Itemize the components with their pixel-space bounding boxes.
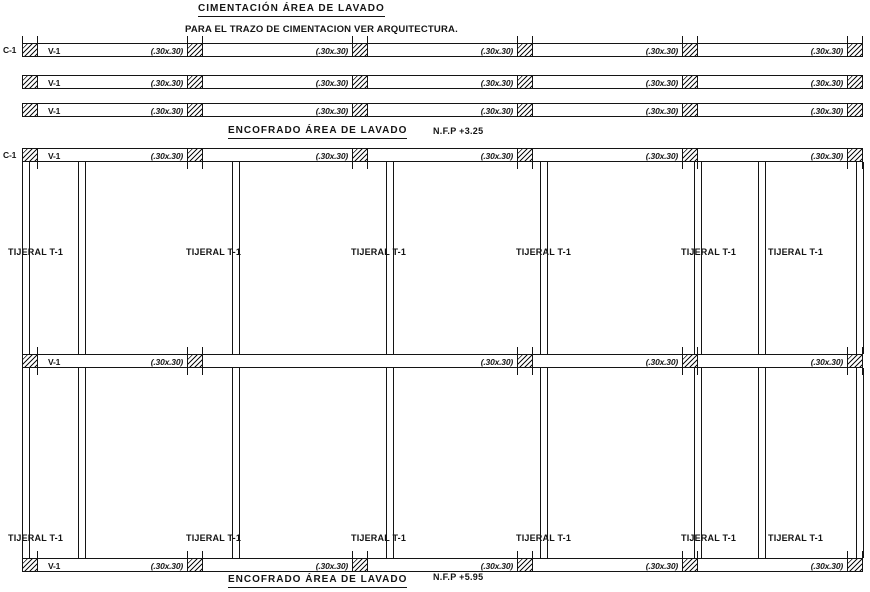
- column-hatch: [682, 354, 698, 368]
- truss-stub-line: [517, 162, 518, 169]
- truss-line: [856, 162, 857, 354]
- truss-line: [386, 162, 387, 354]
- beam-label: V-1: [48, 46, 61, 56]
- truss-line: [758, 368, 759, 558]
- beam-row: [22, 558, 863, 572]
- truss-label: TIJERAL T-1: [8, 247, 64, 257]
- truss-line: [701, 162, 702, 354]
- beam-section-label: (.30x.30): [150, 78, 183, 88]
- truss-stub-line: [517, 368, 518, 375]
- truss-stub-line: [532, 36, 533, 43]
- truss-line: [239, 368, 240, 558]
- column-hatch: [847, 354, 863, 368]
- truss-line: [540, 368, 541, 558]
- column-hatch: [187, 43, 203, 57]
- truss-stub-line: [517, 36, 518, 43]
- truss-stub-line: [682, 162, 683, 169]
- column-hatch: [352, 103, 368, 117]
- truss-stub-line: [517, 347, 518, 354]
- truss-label: TIJERAL T-1: [681, 247, 737, 257]
- truss-stub-line: [682, 347, 683, 354]
- beam-section-label: (.30x.30): [810, 561, 843, 571]
- beam-section-label: (.30x.30): [810, 357, 843, 367]
- column-label: C-1: [3, 45, 17, 55]
- truss-stub-line: [187, 368, 188, 375]
- beam-section-label: (.30x.30): [645, 357, 678, 367]
- column-hatch: [682, 148, 698, 162]
- truss-stub-line: [532, 347, 533, 354]
- column-hatch: [352, 75, 368, 89]
- truss-stub-line: [847, 368, 848, 375]
- truss-line: [78, 162, 79, 354]
- column-hatch: [682, 43, 698, 57]
- truss-stub-line: [37, 551, 38, 558]
- column-hatch: [847, 148, 863, 162]
- beam-section-label: (.30x.30): [315, 106, 348, 116]
- truss-stub-line: [37, 162, 38, 169]
- truss-line: [85, 162, 86, 354]
- encofrado-top-level: N.F.P +3.25: [433, 126, 484, 136]
- beam-section-label: (.30x.30): [645, 46, 678, 56]
- truss-line: [856, 368, 857, 558]
- truss-label: TIJERAL T-1: [351, 247, 407, 257]
- truss-stub-line: [697, 162, 698, 169]
- column-hatch: [22, 148, 38, 162]
- truss-label: TIJERAL T-1: [516, 247, 572, 257]
- truss-line: [85, 368, 86, 558]
- truss-stub-line: [847, 36, 848, 43]
- truss-stub-line: [697, 347, 698, 354]
- truss-line: [547, 368, 548, 558]
- beam-section-label: (.30x.30): [645, 78, 678, 88]
- cimentacion-title: CIMENTACIÓN ÁREA DE LAVADO: [198, 4, 385, 17]
- truss-stub-line: [847, 551, 848, 558]
- truss-line: [22, 368, 23, 558]
- truss-label: TIJERAL T-1: [768, 247, 824, 257]
- truss-stub-line: [187, 551, 188, 558]
- column-hatch: [847, 103, 863, 117]
- truss-stub-line: [532, 368, 533, 375]
- encofrado-top-title: ENCOFRADO ÁREA DE LAVADO: [228, 126, 407, 139]
- truss-line: [239, 162, 240, 354]
- beam-label: V-1: [48, 357, 61, 367]
- truss-line: [22, 162, 23, 354]
- beam-section-label: (.30x.30): [645, 561, 678, 571]
- beam-section-label: (.30x.30): [480, 561, 513, 571]
- truss-stub-line: [37, 368, 38, 375]
- truss-stub-line: [847, 347, 848, 354]
- beam-section-label: (.30x.30): [150, 106, 183, 116]
- beam-row: [22, 148, 863, 162]
- truss-stub-line: [37, 36, 38, 43]
- column-hatch: [517, 354, 533, 368]
- truss-label: TIJERAL T-1: [186, 533, 242, 543]
- beam-section-label: (.30x.30): [480, 151, 513, 161]
- truss-stub-line: [202, 551, 203, 558]
- column-hatch: [352, 558, 368, 572]
- truss-line: [393, 368, 394, 558]
- truss-stub-line: [187, 162, 188, 169]
- column-hatch: [22, 558, 38, 572]
- column-hatch: [517, 558, 533, 572]
- column-hatch: [187, 354, 203, 368]
- column-hatch: [187, 558, 203, 572]
- truss-label: TIJERAL T-1: [8, 533, 64, 543]
- beam-row: [22, 43, 863, 57]
- encofrado-bottom-title: ENCOFRADO ÁREA DE LAVADO: [228, 575, 407, 588]
- beam-section-label: (.30x.30): [150, 357, 183, 367]
- column-hatch: [22, 43, 38, 57]
- truss-line: [540, 162, 541, 354]
- truss-stub-line: [352, 162, 353, 169]
- beam-section-label: (.30x.30): [150, 561, 183, 571]
- truss-stub-line: [682, 36, 683, 43]
- column-label: C-1: [3, 150, 17, 160]
- cimentacion-note: PARA EL TRAZO DE CIMENTACION VER ARQUITECTURA.: [185, 24, 458, 35]
- truss-stub-line: [682, 368, 683, 375]
- truss-stub-line: [202, 162, 203, 169]
- truss-stub-line: [202, 36, 203, 43]
- truss-label: TIJERAL T-1: [516, 533, 572, 543]
- beam-section-label: (.30x.30): [315, 561, 348, 571]
- truss-label: TIJERAL T-1: [186, 247, 242, 257]
- beam-row: [22, 354, 863, 368]
- beam-section-label: (.30x.30): [810, 151, 843, 161]
- beam-row: [22, 75, 863, 89]
- beam-section-label: (.30x.30): [810, 46, 843, 56]
- truss-stub-line: [352, 36, 353, 43]
- truss-stub-line: [202, 347, 203, 354]
- truss-line: [863, 368, 864, 558]
- beam-section-label: (.30x.30): [645, 151, 678, 161]
- truss-line: [694, 162, 695, 354]
- truss-stub-line: [847, 162, 848, 169]
- truss-stub-line: [697, 551, 698, 558]
- truss-line: [701, 368, 702, 558]
- truss-stub-line: [682, 551, 683, 558]
- truss-stub-line: [862, 36, 863, 43]
- beam-label: V-1: [48, 151, 61, 161]
- beam-section-label: (.30x.30): [480, 78, 513, 88]
- truss-stub-line: [532, 162, 533, 169]
- beam-section-label: (.30x.30): [645, 106, 678, 116]
- truss-stub-line: [37, 347, 38, 354]
- column-hatch: [847, 43, 863, 57]
- column-hatch: [517, 43, 533, 57]
- truss-stub-line: [697, 368, 698, 375]
- column-hatch: [517, 103, 533, 117]
- truss-stub-line: [22, 36, 23, 43]
- column-hatch: [847, 75, 863, 89]
- beam-section-label: (.30x.30): [315, 151, 348, 161]
- column-hatch: [847, 558, 863, 572]
- truss-line: [765, 162, 766, 354]
- truss-stub-line: [697, 36, 698, 43]
- beam-section-label: (.30x.30): [810, 106, 843, 116]
- column-hatch: [22, 103, 38, 117]
- truss-stub-line: [187, 36, 188, 43]
- truss-stub-line: [352, 551, 353, 558]
- truss-label: TIJERAL T-1: [768, 533, 824, 543]
- truss-line: [29, 162, 30, 354]
- truss-line: [232, 368, 233, 558]
- beam-section-label: (.30x.30): [480, 106, 513, 116]
- truss-line: [386, 368, 387, 558]
- beam-section-label: (.30x.30): [480, 46, 513, 56]
- column-hatch: [517, 75, 533, 89]
- beam-section-label: (.30x.30): [315, 46, 348, 56]
- truss-line: [547, 162, 548, 354]
- beam-section-label: (.30x.30): [810, 78, 843, 88]
- beam-row: [22, 103, 863, 117]
- truss-line: [78, 368, 79, 558]
- encofrado-bottom-level: N.F.P +5.95: [433, 572, 484, 582]
- column-hatch: [682, 558, 698, 572]
- truss-line: [765, 368, 766, 558]
- truss-stub-line: [517, 551, 518, 558]
- beam-label: V-1: [48, 561, 61, 571]
- truss-stub-line: [367, 162, 368, 169]
- beam-label: V-1: [48, 78, 61, 88]
- column-hatch: [352, 148, 368, 162]
- truss-stub-line: [367, 551, 368, 558]
- truss-stub-line: [367, 36, 368, 43]
- beam-section-label: (.30x.30): [480, 357, 513, 367]
- column-hatch: [187, 148, 203, 162]
- truss-line: [758, 162, 759, 354]
- truss-line: [29, 368, 30, 558]
- truss-label: TIJERAL T-1: [351, 533, 407, 543]
- beam-section-label: (.30x.30): [315, 78, 348, 88]
- truss-line: [393, 162, 394, 354]
- column-hatch: [682, 103, 698, 117]
- truss-stub-line: [532, 551, 533, 558]
- column-hatch: [187, 75, 203, 89]
- beam-label: V-1: [48, 106, 61, 116]
- column-hatch: [22, 354, 38, 368]
- column-hatch: [682, 75, 698, 89]
- column-hatch: [187, 103, 203, 117]
- truss-line: [232, 162, 233, 354]
- truss-stub-line: [202, 368, 203, 375]
- column-hatch: [352, 43, 368, 57]
- beam-section-label: (.30x.30): [150, 46, 183, 56]
- truss-stub-line: [187, 347, 188, 354]
- beam-section-label: (.30x.30): [150, 151, 183, 161]
- column-hatch: [22, 75, 38, 89]
- truss-label: TIJERAL T-1: [681, 533, 737, 543]
- column-hatch: [517, 148, 533, 162]
- truss-line: [694, 368, 695, 558]
- truss-line: [863, 162, 864, 354]
